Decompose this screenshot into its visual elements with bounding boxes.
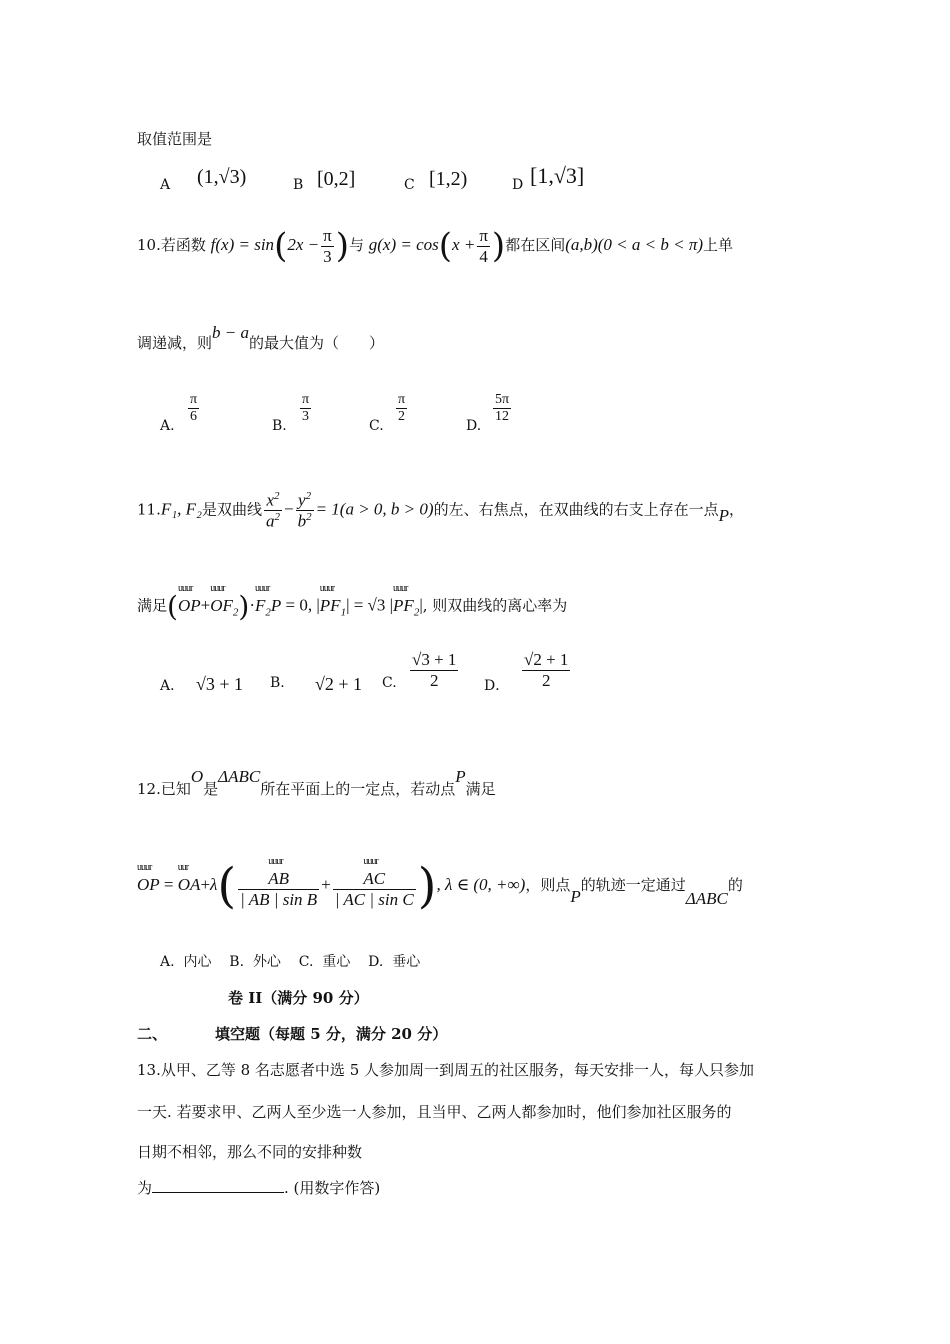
q12-point-p: P	[455, 767, 466, 786]
q10-option-a-value: $\frac{\pi}{6}$	[190, 392, 198, 425]
q11-point: P	[718, 505, 729, 525]
q9-option-a-label: A	[160, 177, 171, 193]
q10-line1: 10.若函数 f(x) = sin(2x − $\frac{\pi}{3}$ )与 g(x) = cos(x + $\frac{\pi}{4}$ )都在区间(a,b)(0 < a < b < π)上单	[137, 226, 734, 267]
q11-option-c-label: C.	[382, 675, 397, 691]
part-number: 二、	[137, 1025, 168, 1043]
q11-text-1: 是双曲线	[201, 500, 262, 519]
q9-option-b-value: [0,2]	[317, 168, 356, 190]
part-heading	[137, 1023, 447, 1044]
q12-option-a-value: 内心	[183, 954, 212, 970]
q10-option-c-value: $\frac{\pi}{2}$	[398, 392, 406, 425]
q11-option-d-label: D．	[484, 678, 510, 694]
q11-text-3: ，	[728, 500, 744, 519]
q12-triangle: ΔABC	[218, 767, 261, 786]
q12-option-a-label: A.	[160, 954, 175, 970]
q12-option-b-value: 外心	[252, 954, 281, 970]
q10-option-b-value: $\frac{\pi}{3}$	[302, 392, 310, 425]
q10-g-expr: g(x) = cos	[368, 235, 439, 255]
q10-option-d-label: D.	[466, 418, 482, 434]
q12-option-c-value: 重心	[322, 954, 351, 970]
q10-text-4: 上单	[703, 236, 734, 255]
q13-line4	[137, 1177, 380, 1198]
q13-line2: 一天. 若要求甲、乙两人至少选一人参加，且当甲、乙两人都参加时，他们参加社区服务的	[137, 1103, 732, 1121]
part-title: 填空题（每题 5 分，满分 20 分）	[215, 1025, 448, 1043]
q10-g-arg: x +	[452, 235, 476, 255]
q12-point-p2: P	[570, 887, 581, 906]
q9-option-c-value: [1,2)	[429, 168, 468, 190]
q9-option-c-label: C	[404, 177, 415, 193]
q11-line1: 11.F₁, F₂是双曲线 $\frac{x^2}{a^2}$ − $\frac{y^2}{b^2}$ = 1(a > 0, b > 0)的左、右焦点，在双曲线的右支上存在一点P，	[137, 490, 744, 531]
q12-option-d-label: D.	[368, 954, 384, 970]
q9-tail: 取值范围是	[137, 130, 213, 148]
q9-option-b-label: B	[293, 177, 304, 193]
volume-heading: 卷 II（满分 90 分）	[228, 989, 369, 1007]
q13-line4-a: 为	[137, 1179, 153, 1197]
q10-text-2: 与	[348, 236, 364, 255]
q12-text-1: 已知	[160, 780, 191, 798]
q11-option-d-value: $\frac{√2 + 1}{2}$	[524, 650, 569, 690]
q13-line3: 日期不相邻，那么不同的安排种数	[137, 1143, 363, 1161]
q12-line1	[137, 767, 496, 799]
q10-option-d-value: $\frac{5\pi}{12}$	[495, 392, 510, 425]
q12-text-2: 是	[203, 780, 219, 798]
q12-text-4: 满足	[465, 780, 496, 798]
q11-line2-b: , 则双曲线的离心率为	[422, 596, 568, 615]
answer-blank[interactable]	[152, 1178, 284, 1193]
q12-text-6: 的轨迹一定通过	[580, 876, 686, 894]
q12-formula-line: OP uuur = OA uur +λ( AB uuur | AB | sin B + AC uuur | AC | sin C ), λ ∈ (0, +∞)，则点P的轨迹一定通过ΔABC的	[137, 855, 743, 914]
q10-number: 10.	[137, 236, 161, 255]
q10-text-1: 若函数	[160, 236, 206, 255]
q12-option-c-label: C.	[298, 954, 314, 970]
q12-options	[160, 951, 420, 971]
q12-option-d-value: 垂心	[392, 954, 421, 970]
q11-y-frac: $\frac{y^2}{b^2}$	[297, 490, 312, 531]
q11-option-b-value: √2 + 1	[315, 674, 363, 694]
q10-text-3: 都在区间	[505, 236, 566, 255]
q10-line2	[137, 323, 385, 353]
q12-lambda-range: , λ ∈ (0, +∞)	[436, 875, 526, 894]
q10-option-c-label: C.	[369, 418, 384, 434]
q10-line2-a: 调递减，则	[137, 334, 213, 352]
q10-option-b-label: B.	[272, 418, 287, 434]
q11-x-frac: $\frac{x^2}{a^2}$	[265, 490, 280, 531]
q10-option-a-label: A.	[160, 418, 175, 434]
q10-interval: (a,b)(0 < a < b < π)	[565, 235, 704, 255]
q12-number: 12.	[137, 780, 161, 798]
q10-b-minus-a: b − a	[212, 323, 249, 342]
q10-f-expr: f(x) = sin	[210, 235, 275, 255]
q9-option-d-label: D	[512, 177, 524, 193]
q11-line2: 满足(OP uuur $+OF_2$ uuur )$\cdot F_2P$ uuur = 0, $|PF_1$ uuur | = √3 $|PF_2$ uuur |, 则双曲线的离心率为	[137, 582, 568, 623]
q12-text-5: ，则点	[525, 876, 571, 894]
q10-line2-b: 的最大值为（ ）	[249, 334, 385, 352]
q11-foci: F₁, F₂	[160, 499, 202, 519]
q11-option-a-value: √3 + 1	[196, 674, 244, 694]
q10-f-arg: 2x −	[287, 235, 320, 255]
q11-number: 11.	[137, 500, 161, 519]
q11-line2-a: 满足	[137, 596, 168, 615]
q13-line4-b: . (用数字作答)	[284, 1179, 381, 1197]
q12-option-b-label: B.	[229, 954, 245, 970]
q11-option-b-label: B.	[270, 675, 285, 691]
q12-triangle-2: ΔABC	[685, 889, 728, 908]
q13-line1: 13.从甲、乙等 8 名志愿者中选 5 人参加周一到周五的社区服务，每天安排一人，每人只参加	[137, 1061, 755, 1079]
q11-condition: = 1(a > 0, b > 0)	[315, 499, 434, 519]
q12-point-o: O	[190, 767, 204, 786]
q12-text-7: 的	[727, 876, 743, 894]
q9-option-a-value: (1,√3)	[197, 166, 247, 188]
q11-option-a-label: A．	[160, 678, 185, 694]
q9-option-d-value: [1,√3]	[530, 163, 585, 188]
q11-text-2: 的左、右焦点，在双曲线的右支上存在一点	[433, 500, 719, 519]
q12-text-3: 所在平面上的一定点，若动点	[260, 780, 456, 798]
q11-option-c-value: $\frac{√3 + 1}{2}$	[412, 650, 457, 690]
